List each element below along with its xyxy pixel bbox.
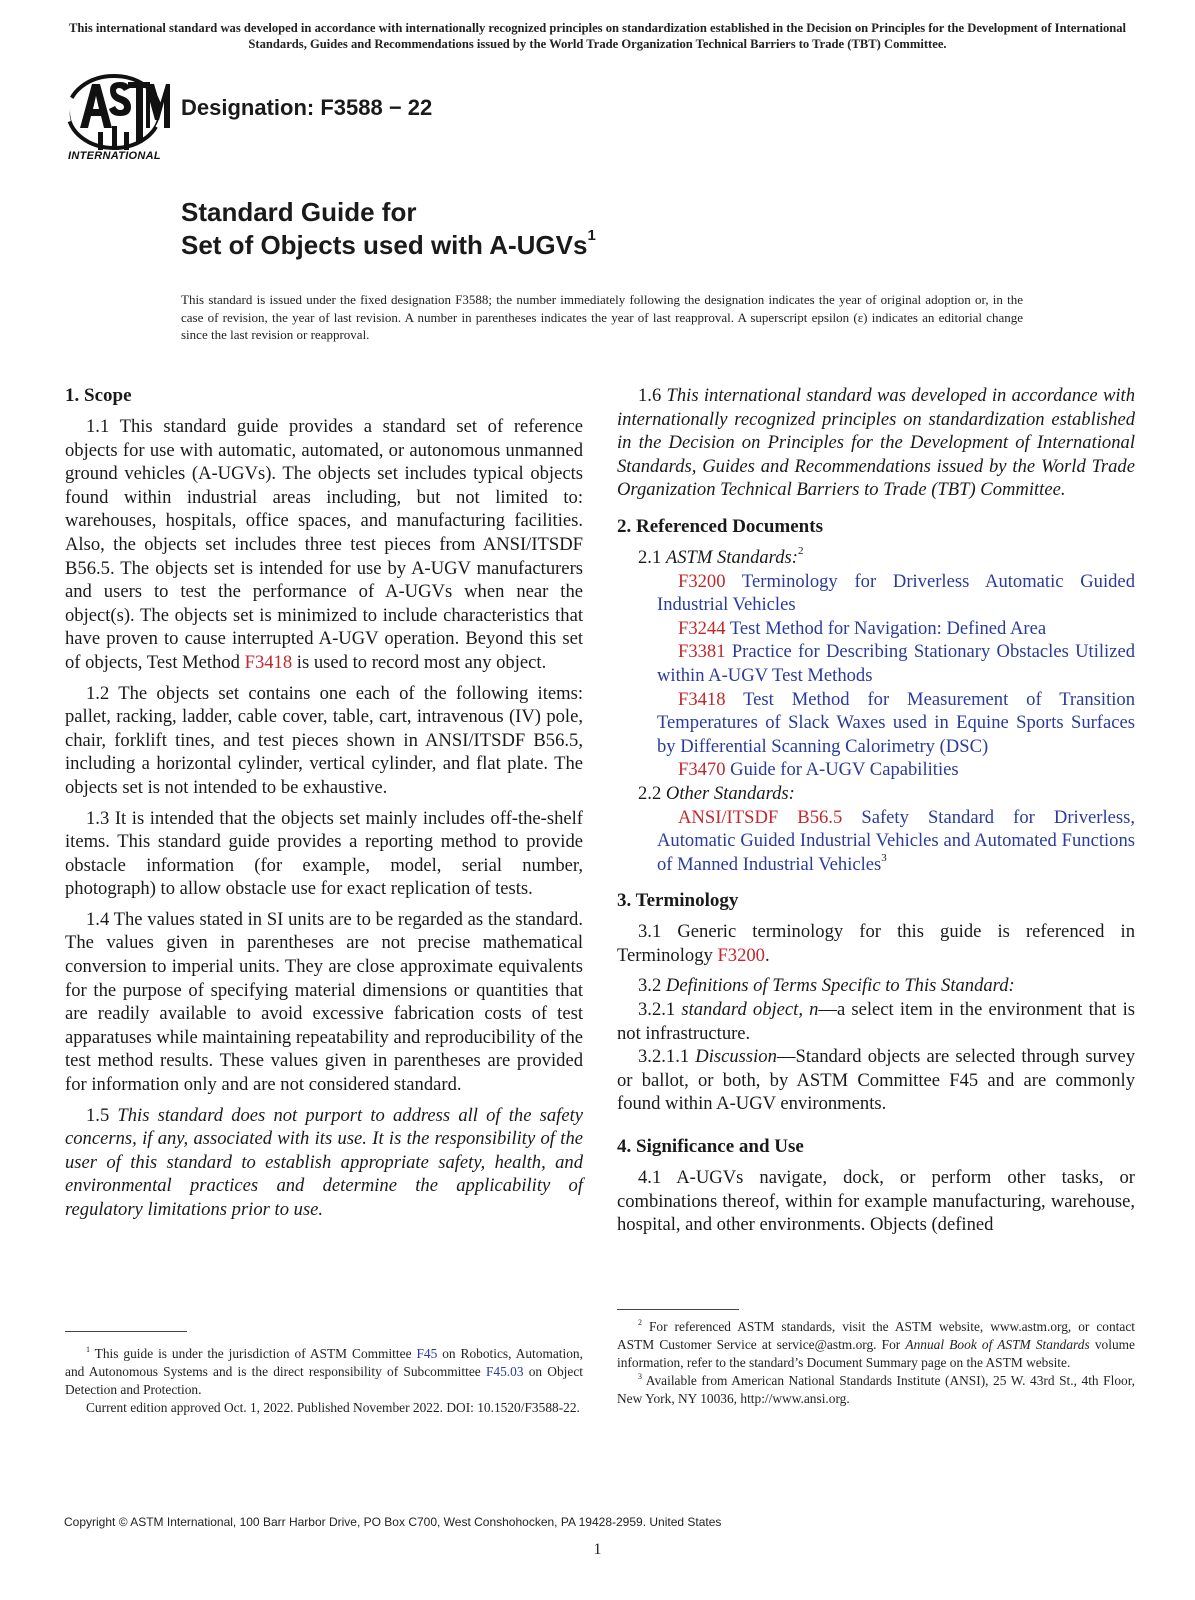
paragraph-4-1: 4.1 A-UGVs navigate, dock, or perform other tasks, or combinations thereof, within for example manufacturing, warehouse, hospital, and other environments. Objects (defined <box>617 1167 1135 1236</box>
reference-code[interactable]: F3470 <box>678 759 726 781</box>
link-f3200[interactable]: F3200 <box>717 944 765 966</box>
paragraph-1-6: 1.6 This international standard was developed in accordance with internationally recognized principles on standardization established in the Decision on Principles for the Development of International Standards, Guides and Recommendations issued by the World Trade Organization Technical Barriers to Trade (TBT) Committee. <box>617 385 1136 501</box>
reference-item <box>617 640 1135 687</box>
paragraph-1-3: 1.3 It is intended that the objects set mainly includes off-the-shelf items. This standard guide provides a reporting method to provide obstacle information (for example, model, serial number, photograph) to allow obstacle use for exact replication of tests. <box>65 807 583 900</box>
paragraph-3-2-1-1: 3.2.1.1 Discussion—Standard objects are selected through survey or ballot, or both, by ASTM Committee F45 and are commonly found within A-UGV environments. <box>617 1046 1135 1115</box>
title-footnote-mark: 1 <box>587 227 596 245</box>
reference-title[interactable]: Terminology for Driverless Automatic Guided Industrial Vehicles <box>657 570 1135 616</box>
reference-title[interactable]: Guide for A-UGV Capabilities <box>725 759 959 781</box>
reference-code[interactable]: F3200 <box>678 570 726 592</box>
issue-note: This standard is issued under the fixed designation F3588; the number immediately following the designation indicates the year of original adoption or, in the case of revision, the year of last revision. A number in parentheses indicates the year of last reapproval. A superscript epsilon (ε) indicates an editorial change since the last revision or reapproval. <box>181 292 1023 342</box>
right-column <box>617 384 1135 1237</box>
reference-list <box>617 570 1135 782</box>
footnote-rule-right <box>617 1309 739 1310</box>
footnote-3: $^3$ Available from American National Standards Institute (ANSI), 25 W. 43rd St., 4th Floor, New York, NY 10036, http://www.ansi.org. <box>617 1371 1135 1406</box>
designation: Designation: F3588 − 22 <box>181 95 433 120</box>
reference-item <box>617 758 1135 782</box>
left-column <box>65 384 583 1222</box>
footnote-edition: Current edition approved Oct. 1, 2022. Published November 2022. DOI: 10.1520/F3588-22. <box>86 1400 580 1415</box>
footnote-rule-left <box>65 1331 187 1332</box>
paragraph-3-2: 3.2 Definitions of Terms Specific to This Standard: <box>638 975 1015 997</box>
reference-item <box>617 688 1135 759</box>
other-standards-label: 2.2 Other Standards: <box>638 782 795 804</box>
paragraph-1-2: 1.2 The objects set contains one each of the following items: pallet, racking, ladder, cable cover, table, cart, intravenous (IV) pole, chair, forklift tines, and test pieces shown in ANSI/ITSDF B56.5, including a horizontal cylinder, vertical cylinder, and flat plate. The objects set is not intended to be exhaustive. <box>65 682 583 798</box>
section-heading-scope: 1. Scope <box>65 385 132 406</box>
link-f45[interactable]: F45 <box>416 1346 438 1361</box>
reference-code[interactable]: F3244 <box>678 617 726 639</box>
title-line-1: Standard Guide for <box>181 197 417 227</box>
copyright: Copyright © ASTM International, 100 Barr Harbor Drive, PO Box C700, West Conshohocken, PA 19428-2959. United States <box>64 1515 722 1529</box>
reference-code[interactable]: F3418 <box>678 688 726 710</box>
astm-standards-label: 2.1 ASTM Standards:$^2$ <box>638 544 804 568</box>
paragraph-1-1: 1.1 This standard guide provides a standard set of reference objects for use with automatic, automated, or autonomous unmanned ground vehicles (A-UGVs). The objects set includes typical objects found within industrial areas including, but not limited to: warehouses, hospitals, office spaces, and manufacturing facilities. Also, the objects set includes three test pieces from ANSI/ITSDF B56.5. The objects set is intended for use by A-UGV manufacturers and users to test the performance of A-UGVs when near the object(s). The objects set is minimized to include characteristics that have proven to cause interrupted A-UGV operation. Beyond this set of objects, Test Method F3418 is used to record most any object. <box>65 416 583 673</box>
paragraph-3-2-1: 3.2.1 standard object, n—a select item in the environment that is not infrastructure. <box>617 999 1135 1044</box>
paragraph-3-1: 3.1 Generic terminology for this guide is referenced in Terminology F3200. <box>617 921 1135 966</box>
paragraph-1-4: 1.4 The values stated in SI units are to be regarded as the standard. The values given in parentheses are not precise mathematical conversion to imperial units. They are close approximate equivalents for the purpose of specifying material dimensions or quantities that are readily available to avoid excessive fabrication costs of test apparatuses while maintaining repeatability and reproducibility of the test method results. These values given in parentheses are provided for information only and are not considered standard. <box>65 908 583 1096</box>
reference-title[interactable]: Test Method for Measurement of Transition Temperatures of Slack Waxes used in Equine Sports Surfaces by Differential Scanning Calorimetry (DSC) <box>657 688 1135 757</box>
footnote-2-3 <box>617 1318 1135 1408</box>
footnote-1: $^1$ This guide is under the jurisdiction of ASTM Committee F45 on Robotics, Automation, and Autonomous Systems and is the direct responsibility of Subcommittee F45.03 on Object Detection and Protection. Current edition approved Oct. 1, 2022. Published November 2022. DOI: 10.1520/F3588-22. <box>65 1344 583 1415</box>
link-f3418[interactable]: F3418 <box>244 651 293 673</box>
page-title <box>181 196 596 262</box>
reference-title[interactable]: Practice for Describing Stationary Obstacles Utilized within A-UGV Test Methods <box>657 641 1135 686</box>
reference-item <box>617 570 1135 617</box>
section-heading-referenced-documents: 2. Referenced Documents <box>617 515 823 537</box>
top-notice: This international standard was developed in accordance with internationally recognized principles on standardization established in the Decision on Principles for the Development of International Standards, Guides and Recommendations issued by the World Trade Organization Technical Barriers to Trade (TBT) Committee. <box>68 21 1127 51</box>
footnote-2: $^2$ For referenced ASTM standards, visit the ASTM website, www.astm.org, or contact ASTM Customer Service at service@astm.org. For Annual Book of ASTM Standards volume information, refer to the standard’s Document Summary page on the ASTM website. <box>617 1317 1136 1370</box>
reference-code[interactable]: F3381 <box>678 641 726 663</box>
reference-title[interactable]: Safety Standard for Driverless, Automatic Guided Industrial Vehicles and Automated Functions of Manned Industrial Vehicles <box>657 806 1136 875</box>
title-line-2: Set of Objects used with A-UGVs$^1$ <box>181 227 596 260</box>
paragraph-1-5: 1.5 This standard does not purport to address all of the safety concerns, if any, associated with its use. It is the responsibility of the user of this standard to establish appropriate safety, health, and environmental practices and determine the applicability of regulatory limitations prior to use. <box>65 1104 583 1220</box>
section-heading-terminology: 3. Terminology <box>617 890 739 912</box>
reference-code[interactable]: ANSI/ITSDF B56.5 <box>678 806 843 828</box>
logo-text: INTERNATIONAL <box>68 150 161 162</box>
reference-ansi: ANSI/ITSDF B56.5 Safety Standard for Driverless, Automatic Guided Industrial Vehicles and Automated Functions of Manned Industrial Vehicles$^3$ <box>657 806 1136 875</box>
reference-title[interactable]: Test Method for Navigation: Defined Area <box>725 617 1047 639</box>
reference-item <box>617 617 1135 641</box>
section-heading-significance: 4. Significance and Use <box>617 1136 804 1158</box>
link-f45-03[interactable]: F45.03 <box>485 1364 524 1379</box>
page-number: 1 <box>593 1541 602 1558</box>
